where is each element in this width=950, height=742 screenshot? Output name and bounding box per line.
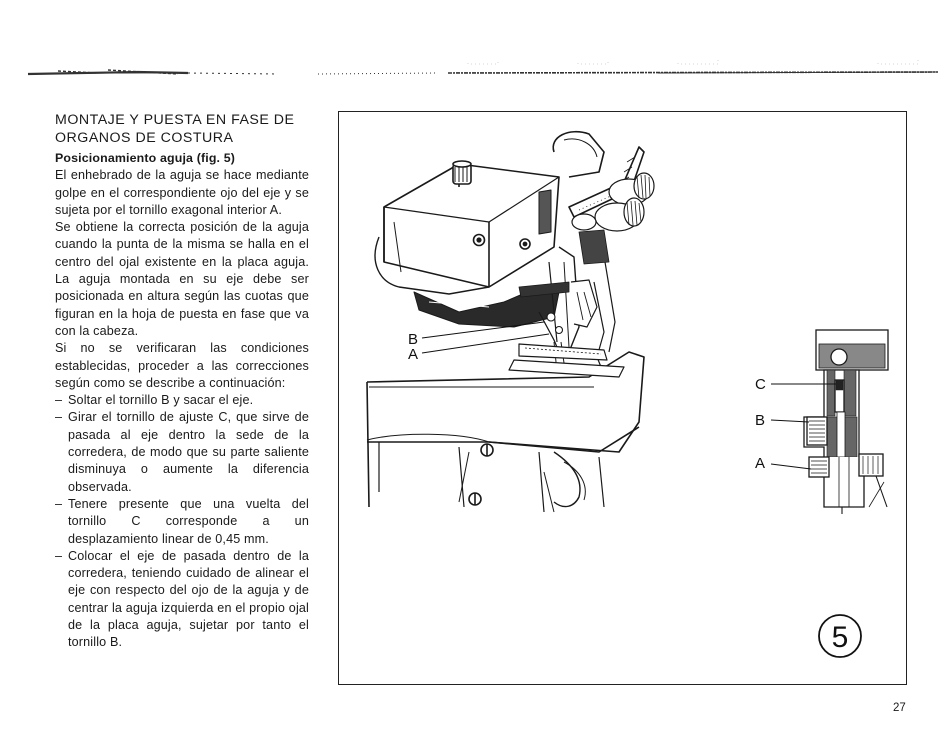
section-subtitle: Posicionamiento aguja (fig. 5) — [55, 151, 236, 165]
instructions-column — [55, 112, 309, 652]
figure-illustration — [339, 112, 908, 686]
figure-number: 5 — [831, 621, 849, 654]
page-number: 27 — [893, 702, 906, 714]
detail-label-c: C — [755, 376, 766, 393]
list-item: – Colocar el eje de pasada dentro de la corredera, teniendo cuidado de alinear el eje con respecto del ojo de la aguja y de centrar la aguja izquierda en el propio ojal de la placa aguja, sujetar por tanto el tornillo B. — [55, 548, 309, 652]
list-item: – Soltar el tornillo B y sacar el eje. — [55, 392, 309, 409]
section-title-line1: MONTAJE Y PUESTA EN FASE DE — [55, 112, 295, 128]
section-title — [55, 112, 309, 147]
paragraph-needle-position: Se obtiene la correcta posición de la aguja cuando la punta de la misma se halla en el centro del ojal existente en la placa aguja. La aguja montada en su eje debe ser posicionada en altura según las cuotas que figuran en la hoja de puesta en fase que va con la cabeza. — [55, 220, 309, 338]
figure-5-frame — [338, 111, 907, 685]
machine-label-a: A — [408, 346, 419, 363]
paragraph-corrections: Si no se verificaran las condiciones establecidas, proceder a las correcciones según como se describe a continuación: — [55, 341, 309, 390]
list-item: – Girar el tornillo de ajuste C, que sirve de pasada al eje dentro la sede de la corredera, de modo que su parte saliente disminuya o aumente la diferencia observada. — [55, 409, 309, 495]
correction-steps-list — [55, 392, 309, 651]
paragraph-threading: El enhebrado de la aguja se hace mediante golpe en el correspondiente ojo del eje y se sujeta por el tornillo exagonal interior A. — [55, 168, 309, 217]
needle-bar-detail — [804, 330, 888, 514]
detail-label-a: A — [755, 455, 766, 472]
detail-label-b: B — [755, 412, 766, 429]
top-rule-decoration — [18, 60, 938, 80]
machine-drawing — [367, 132, 654, 512]
section-title-line2: ORGANOS DE COSTURA — [55, 129, 234, 146]
list-item: – Tenere presente que una vuelta del tornillo C corresponde a un desplazamiento linear de 0,45 mm. — [55, 496, 309, 548]
machine-label-b: B — [408, 331, 419, 348]
